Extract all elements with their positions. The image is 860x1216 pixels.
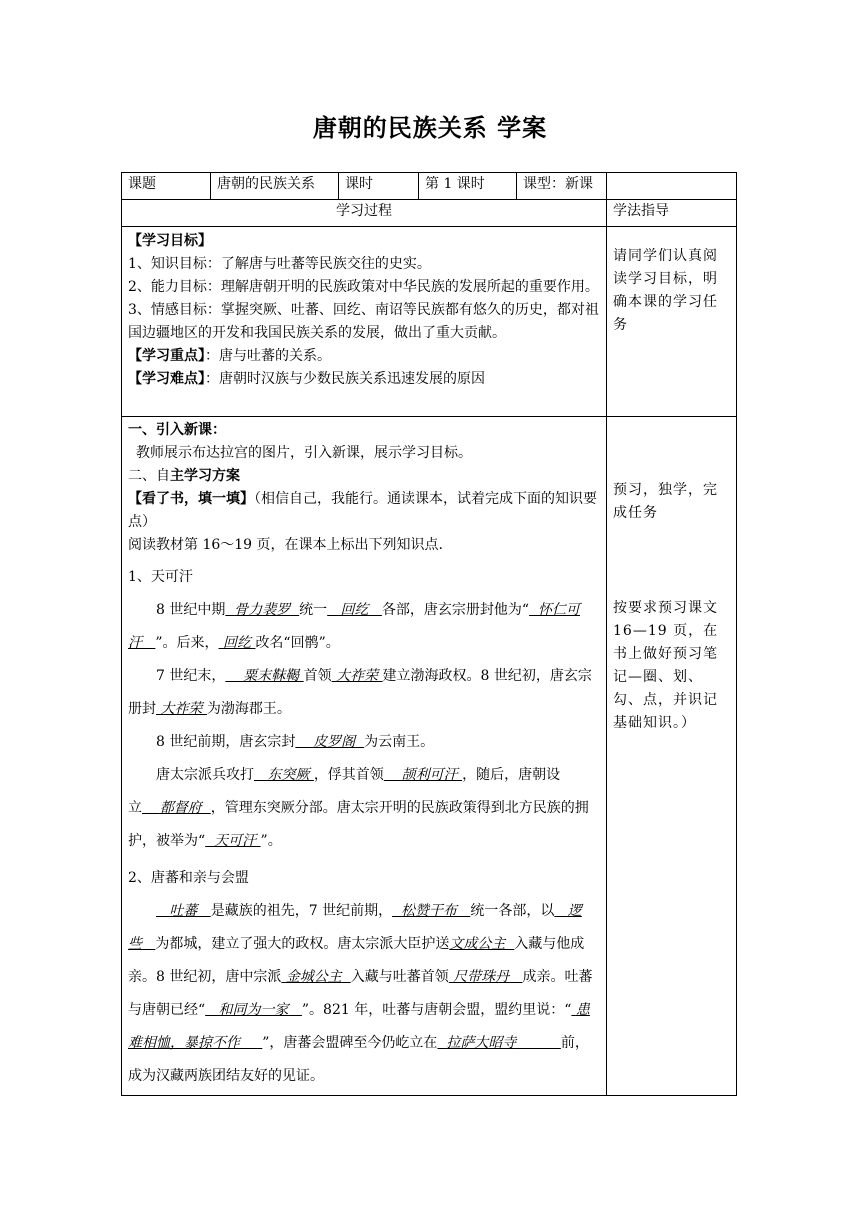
study-plan-table — [121, 172, 737, 1096]
process-heading: 学习过程 — [122, 200, 607, 227]
section-tang-tibet: 2、唐蕃和亲与会盟 — [128, 870, 249, 886]
intro-heading: 一、引入新课： — [128, 422, 226, 438]
guide-preview: 预习，独学，完成任务 — [613, 482, 718, 521]
para-turk: 唐太宗派兵攻打 东突厥 ，俘其首领 颉利可汗 ，随后，唐朝设立 都督府 ，管理东突厥分部。唐太宗开明的民族政策得到北方民族的拥护，被举为“ 天可汗 ”。 — [128, 767, 589, 849]
header-empty — [607, 173, 737, 200]
para-uyghur: 8 世纪中期 骨力裴罗 统一 回纥 各部，唐玄宗册封他为“ 怀仁可汗 ”。后来， 回纥 改名“回鹘”。 — [128, 602, 580, 651]
section-khan: 1、天可汗 — [128, 569, 193, 585]
answer-field: 骨力裴罗 — [234, 602, 291, 618]
goal-knowledge: 1、知识目标：了解唐与吐蕃等民族交往的史实。 — [128, 256, 431, 272]
read-instruction: 阅读教材第 16～19 页，在课本上标出下列知识点. — [128, 537, 443, 553]
topic-label: 课题 — [122, 173, 211, 200]
goals-cell — [122, 227, 607, 417]
period-label: 课时 — [339, 173, 419, 200]
look-fill: 【看了书，填一填】（相信自己，我能行。通读课本，试着完成下面的知识要点） — [128, 491, 597, 530]
section-header-row — [122, 200, 737, 227]
guide-notes: 按要求预习课文 16—19 页，在书上做好预习笔记—圈、划、勾、点，并识记基础知识。） — [613, 600, 719, 731]
plan-heading: 二、自主学习方案 — [128, 468, 240, 484]
para-nanzhao: 8 世纪前期，唐玄宗封 皮罗阁 为云南王。 — [156, 734, 435, 750]
para-bohai: 7 世纪末， 粟末靺鞨 首领 大祚荣 建立渤海政权。8 世纪初，唐玄宗册封 大祚荣 为渤海郡王。 — [128, 668, 592, 717]
goal-ability: 2、能力目标：理解唐朝开明的民族政策对中华民族的发展所起的重要作用。 — [128, 279, 599, 295]
header-row — [122, 173, 737, 200]
lesson-row — [122, 417, 737, 1096]
page-title: 唐朝的民族关系 学案 — [312, 114, 548, 142]
para-tibet: 吐蕃 是藏族的祖先，7 世纪前期， 松赞干布 统一各部，以 逻些 为都城，建立了强大的政权。唐太宗派大臣护送文成公主 入藏与他成亲。8 世纪初，唐中宗派 金城公主 入藏与吐蕃首领 尺带珠丹 成亲。吐蕃与唐朝已经“ 和同为一家 ”。821 年，吐蕃与唐朝会盟，盟约里说：“ 患难相恤，暴掠不作 ”，唐蕃会盟碑至今仍屹立在 拉萨大昭寺 前，成为汉藏两族团结友好的见证。 — [128, 903, 593, 1084]
period-value: 第 1 课时 — [419, 173, 517, 200]
intro-text: 教师展示布达拉宫的图片，引入新课，展示学习目标。 — [136, 445, 472, 461]
lesson-guide — [607, 417, 737, 1096]
difficult-point: 【学习难点】：唐朝时汉族与少数民族关系迅速发展的原因 — [128, 371, 485, 387]
key-point: 【学习重点】：唐与吐蕃的关系。 — [128, 348, 331, 364]
guide-heading: 学法指导 — [607, 200, 737, 227]
goal-emotion: 3、情感目标：掌握突厥、吐蕃、回纥、南诏等民族都有悠久的历史，都对祖国边疆地区的开发和我国民族关系的发展，做出了重大贡献。 — [128, 302, 599, 341]
goals-heading: 【学习目标】 — [128, 233, 212, 249]
lesson-cell — [122, 417, 607, 1096]
topic-value: 唐朝的民族关系 — [211, 173, 339, 200]
lesson-type: 课型：新课 — [517, 173, 607, 200]
goals-guide: 请同学们认真阅读学习目标，明确本课的学习任务 — [607, 227, 737, 417]
goals-row — [122, 227, 737, 417]
